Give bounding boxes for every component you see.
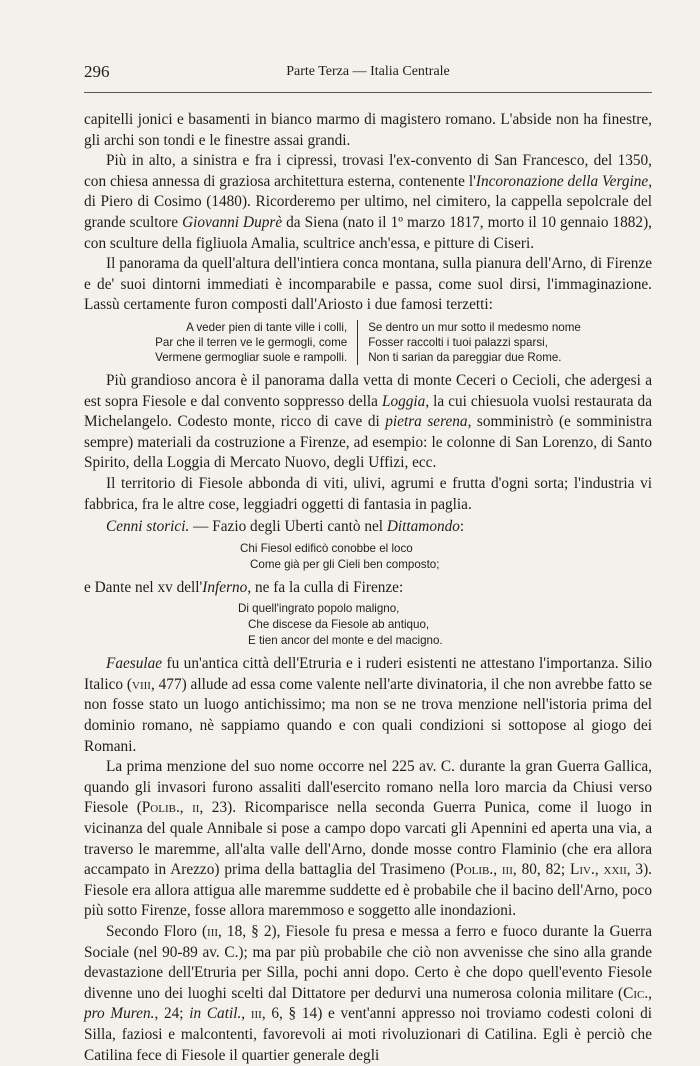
text-span: , di Piero di Cosimo (1480). Ricorderemo per ultimo, nel cimitero, la cappella sepolcrale del grande scultore bbox=[84, 172, 653, 231]
page-header bbox=[84, 62, 652, 86]
italic-title: Dittamondo bbox=[386, 518, 460, 536]
paragraph-10 bbox=[84, 922, 652, 1066]
text-span: da Siena (nato il 1º marzo 1817, morto il 10 gennaio 1882), con sculture della figliuola Amalia, scultrice anch'essa, e pitture di Ciseri. bbox=[84, 213, 652, 252]
dante-verses bbox=[84, 601, 652, 649]
italic-word: pietra serena bbox=[385, 413, 468, 431]
paragraph-6 bbox=[84, 517, 652, 538]
paragraph-5: Il territorio di Fiesole abbonda di viti, ulivi, agrumi e frutta d'ogni sorta; l'industria vi fabbrica, fra le altre cose, leggiadri oggetti di fantasia in paglia. bbox=[84, 474, 652, 513]
text-span: , la cui chiesuola vuolsi restaurata da Michelangelo. Codesto monte, ricco di cave di bbox=[84, 392, 652, 431]
small-caps: xxii bbox=[603, 861, 627, 879]
text-span: , bbox=[179, 799, 193, 817]
paragraph-2 bbox=[84, 151, 652, 254]
verse-line: E tien ancor del monte e del macigno. bbox=[248, 634, 443, 648]
small-caps: viii bbox=[132, 675, 151, 693]
running-title: Parte Terza — Italia Centrale bbox=[286, 64, 450, 79]
page-number: 296 bbox=[84, 62, 110, 81]
text-span: , 80, 82; bbox=[512, 861, 571, 879]
text-span: , 18, § 2), Fiesole fu presa e messa a ferro e fuoco durante la Guerra Sociale (nel 90-89 av. C.); ma par più probabile che ciò non avvenisse che sino alla grande devastazione dell'Etruria per Silla, pochi anni dopo. Certo è che dopo quell'evento Fiesole divenne uno dei luoghi scelti dal Dittatore per dedurvi una numerosa colonia militare ( bbox=[84, 923, 652, 1002]
italic-name: Giovanni Duprè bbox=[182, 213, 283, 231]
italic-title: Inferno bbox=[202, 578, 248, 596]
text-span: , 477) allude ad essa come valente nell'arte divinatoria, il che non avrebbe fatto se non fosse stato un luogo antichissimo; ma non se ne trova menzione nell'istoria prima del dominio romano, nè sappiamo quando e con quali condizioni si sottopose al giogo dei Romani. bbox=[84, 675, 652, 755]
verse-column-right bbox=[358, 320, 589, 365]
italic-citation: in Catil. bbox=[189, 1005, 242, 1023]
italic-citation: pro Muren. bbox=[84, 1005, 155, 1023]
verse-line: Che discese da Fiesole ab antiquo, bbox=[248, 618, 430, 632]
paragraph-8 bbox=[84, 654, 652, 757]
italic-word: Faesulae bbox=[106, 655, 163, 673]
small-caps: Polib. bbox=[455, 861, 494, 879]
text-span: , bbox=[594, 861, 604, 879]
verse-line: Come già per gli Cieli ben composto; bbox=[250, 557, 440, 571]
verse-column-left bbox=[147, 320, 358, 365]
verse-line: Fosser raccolti i tuoi palazzi sparsi, bbox=[368, 335, 548, 349]
section-heading: Cenni storici. bbox=[106, 518, 190, 536]
text-span: , ne fa la culla di Firenze: bbox=[247, 578, 404, 596]
paragraph-9 bbox=[84, 757, 652, 922]
page-body bbox=[84, 110, 652, 1066]
small-caps: iii bbox=[207, 923, 219, 940]
italic-word: Loggia bbox=[381, 392, 426, 410]
text-span: , bbox=[648, 984, 652, 1002]
verse-line: Par che il terren ve le germogli, come bbox=[155, 335, 348, 349]
verse-line: Chi Fiesol edificò conobbe el loco bbox=[240, 541, 413, 555]
text-span: e Dante nel xv dell' bbox=[84, 578, 203, 596]
text-span: , 3). Fiesole era allora attigua alle maremme suddette ed è probabile che il bacino dell'Arno, poco più sotto Firenze, fosse allora maremmoso e soggetto alle inondazioni. bbox=[84, 861, 653, 920]
verse-line: Di quell'ingrato popolo maligno, bbox=[238, 602, 400, 616]
paragraph-7 bbox=[84, 578, 652, 599]
text-span: , bbox=[241, 1005, 251, 1023]
small-caps: iii bbox=[250, 1005, 262, 1023]
text-span: fu un'antica città dell'Etruria e i ruderi esistenti ne attestano l'importanza. Silio Italico ( bbox=[84, 655, 652, 693]
ariosto-verses bbox=[84, 320, 652, 365]
verse-line: Non ti sarian da pareggiar due Rome. bbox=[368, 350, 562, 364]
text-span: , bbox=[493, 861, 502, 879]
small-caps: iii bbox=[501, 861, 513, 879]
small-caps: Cic. bbox=[623, 984, 649, 1002]
paragraph-1: capitelli jonici e basamenti in bianco marmo di magistero romano. L'abside non ha finestre, gli archi son tondi e le finestre assai grandi. bbox=[84, 111, 652, 149]
paragraph-4 bbox=[84, 371, 652, 474]
text-span: — Fazio degli Uberti cantò nel bbox=[189, 518, 387, 536]
text-span: : bbox=[459, 518, 465, 536]
text-span: Più in alto, a sinistra e fra i cipressi, trovasi l'ex-convento di San Francesco, del 1350, con chiesa annessa di graziosa architettura esterna, contenente l' bbox=[84, 152, 652, 190]
header-rule bbox=[84, 92, 652, 93]
verse-line: Se dentro un mur sotto il medesmo nome bbox=[368, 320, 581, 334]
text-span: Secondo Floro ( bbox=[106, 923, 208, 940]
text-span: , 23). Ricomparisce nella seconda Guerra Punica, come il luogo in vicinanza del quale Annibale si pose a campo dopo varcati gli Apennini ed aperta una via, a traverso le maremme, all'alta valle dell'Arno, donde mosse contro Flaminio (che era allora accampato in Arezzo) prima della battaglia del Trasimeno ( bbox=[84, 799, 652, 879]
fazio-verses bbox=[84, 541, 652, 573]
text-span: Più grandioso ancora è il panorama dalla vetta di monte Ceceri o Cecioli, che adergesi a est sopra Fiesole e dal convento soppresso della bbox=[84, 371, 652, 410]
paragraph-3: Il panorama da quell'altura dell'intiera conca montana, sulla pianura dell'Arno, di Firenze e de' suoi dintorni immediati è incomparabile e passa, come suol dirsi, l'immaginazione. Lassù certamente furon composti dall'Ariosto i due famosi terzetti: bbox=[84, 255, 652, 314]
verse-line: Vermene germogliar suole e rampolli. bbox=[155, 350, 348, 364]
small-caps: Polib. bbox=[141, 799, 180, 817]
text-span: , 24; bbox=[154, 1005, 190, 1023]
verse-line: A veder pien di tante ville i colli, bbox=[186, 320, 348, 334]
text-span: , 6, § 14) e vent'anni appresso noi troviamo codesti coloni di Silla, faziosi e malcontenti, favorevoli ai moti rivoluzionari di Catilina. Egli è perciò che Catilina fece di Fiesole il quartier generale degli bbox=[84, 1005, 652, 1064]
small-caps: ii bbox=[192, 799, 200, 817]
text-span: , somministrò (e somministra sempre) materiali da costruzione a Firenze, ad esempio: le colonne di San Lorenzo, di Santo Spirito, della Loggia di Mercato Nuovo, degli Uffizi, ecc. bbox=[84, 413, 652, 472]
text-span: La prima menzione del suo nome occorre nel 225 av. C. durante la gran Guerra Gallica, quando gli invasori furono assaliti dall'esercito romano nella loro marcia da Chiusi verso Fiesole ( bbox=[84, 758, 652, 817]
italic-title: Incoronazione della Vergine bbox=[475, 172, 649, 190]
small-caps: Liv. bbox=[570, 861, 595, 879]
